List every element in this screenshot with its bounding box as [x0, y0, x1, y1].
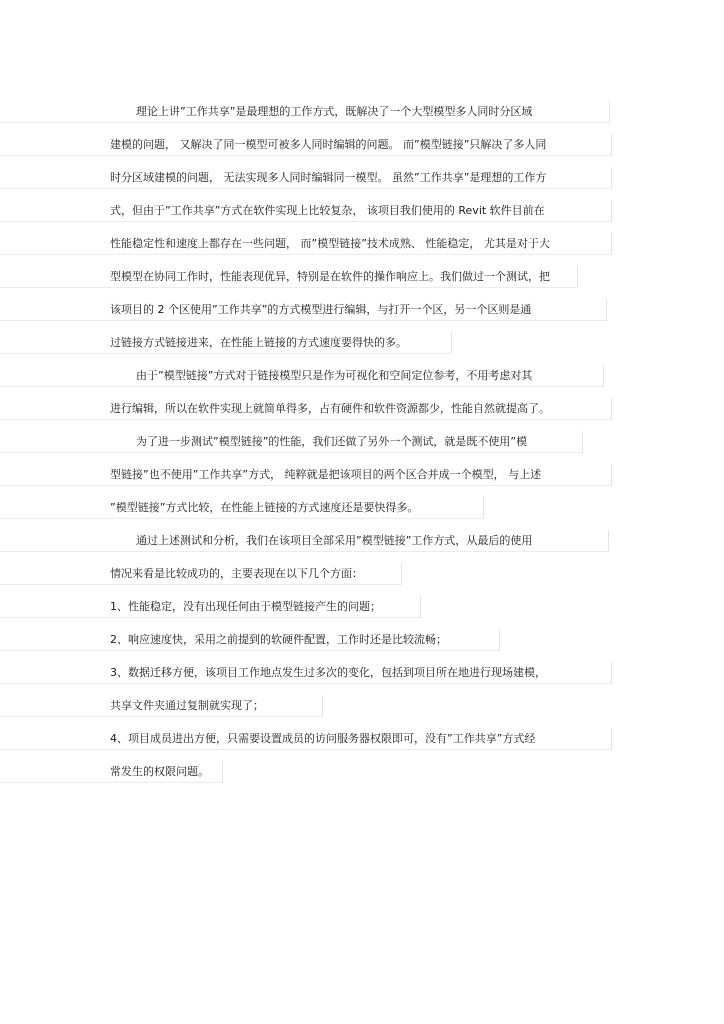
text-line: 3、数据迁移方便，该项目工作地点发生过多次的变化，包括到项目所在地进行现场建模， — [0, 662, 612, 684]
text-line: 时分区域建模的问题， 无法实现多人同时编辑同一模型。 虽然”工作共享”是理想的工作方 — [0, 167, 612, 189]
text-line: 式，但由于”工作共享”方式在软件实现上比较复杂， 该项目我们使用的 Revit 软件目前在 — [0, 200, 612, 222]
text-line: 建模的问题， 又解决了同一模型可被多人同时编辑的问题。 而”模型链接”只解决了多人同 — [0, 134, 612, 156]
text-line: 常发生的权限问题。 — [0, 761, 223, 783]
text-line: 该项目的 2 个区使用”工作共享”的方式模型进行编辑，与打开一个区，另一个区则是通 — [0, 299, 607, 321]
text-line: 1、性能稳定，没有出现任何由于模型链接产生的问题； — [0, 596, 421, 618]
text-line: 理论上讲”工作共享”是最理想的工作方式，既解决了一个大型模型多人同时分区域 — [0, 101, 610, 123]
text-line: 4、项目成员进出方便，只需要设置成员的访问服务器权限即可，没有”工作共享”方式经 — [0, 728, 612, 750]
text-line: 由于”模型链接”方式对于链接模型只是作为可视化和空间定位参考，不用考虑对其 — [0, 365, 604, 387]
text-line: 通过上述测试和分析，我们在该项目全部采用”模型链接”工作方式，从最后的使用 — [0, 530, 609, 552]
text-line: ”模型链接”方式比较，在性能上链接的方式速度还是要快得多。 — [0, 497, 484, 519]
text-line: 性能稳定性和速度上都存在一些问题， 而”模型链接”技术成熟、 性能稳定， 尤其是对于大 — [0, 233, 612, 255]
text-line: 型模型在协同工作时，性能表现优异，特别是在软件的操作响应上。我们做过一个测试，把 — [0, 266, 578, 288]
text-line: 型链接”也不使用”工作共享”方式， 纯粹就是把该项目的两个区合并成一个模型， 与上述 — [0, 464, 612, 486]
text-line: 进行编辑，所以在软件实现上就简单得多，占有硬件和软件资源都少，性能自然就提高了。 — [0, 398, 612, 420]
text-line: 为了进一步测试”模型链接”的性能，我们还做了另外一个测试，就是既不使用”模 — [0, 431, 583, 453]
text-line: 情况来看是比较成功的，主要表现在以下几个方面： — [0, 563, 402, 585]
text-line: 过链接方式链接进来，在性能上链接的方式速度要得快的多。 — [0, 332, 452, 354]
text-line: 共享文件夹通过复制就实现了； — [0, 695, 323, 717]
text-line: 2、响应速度快，采用之前提到的软硬件配置，工作时还是比较流畅； — [0, 629, 500, 651]
